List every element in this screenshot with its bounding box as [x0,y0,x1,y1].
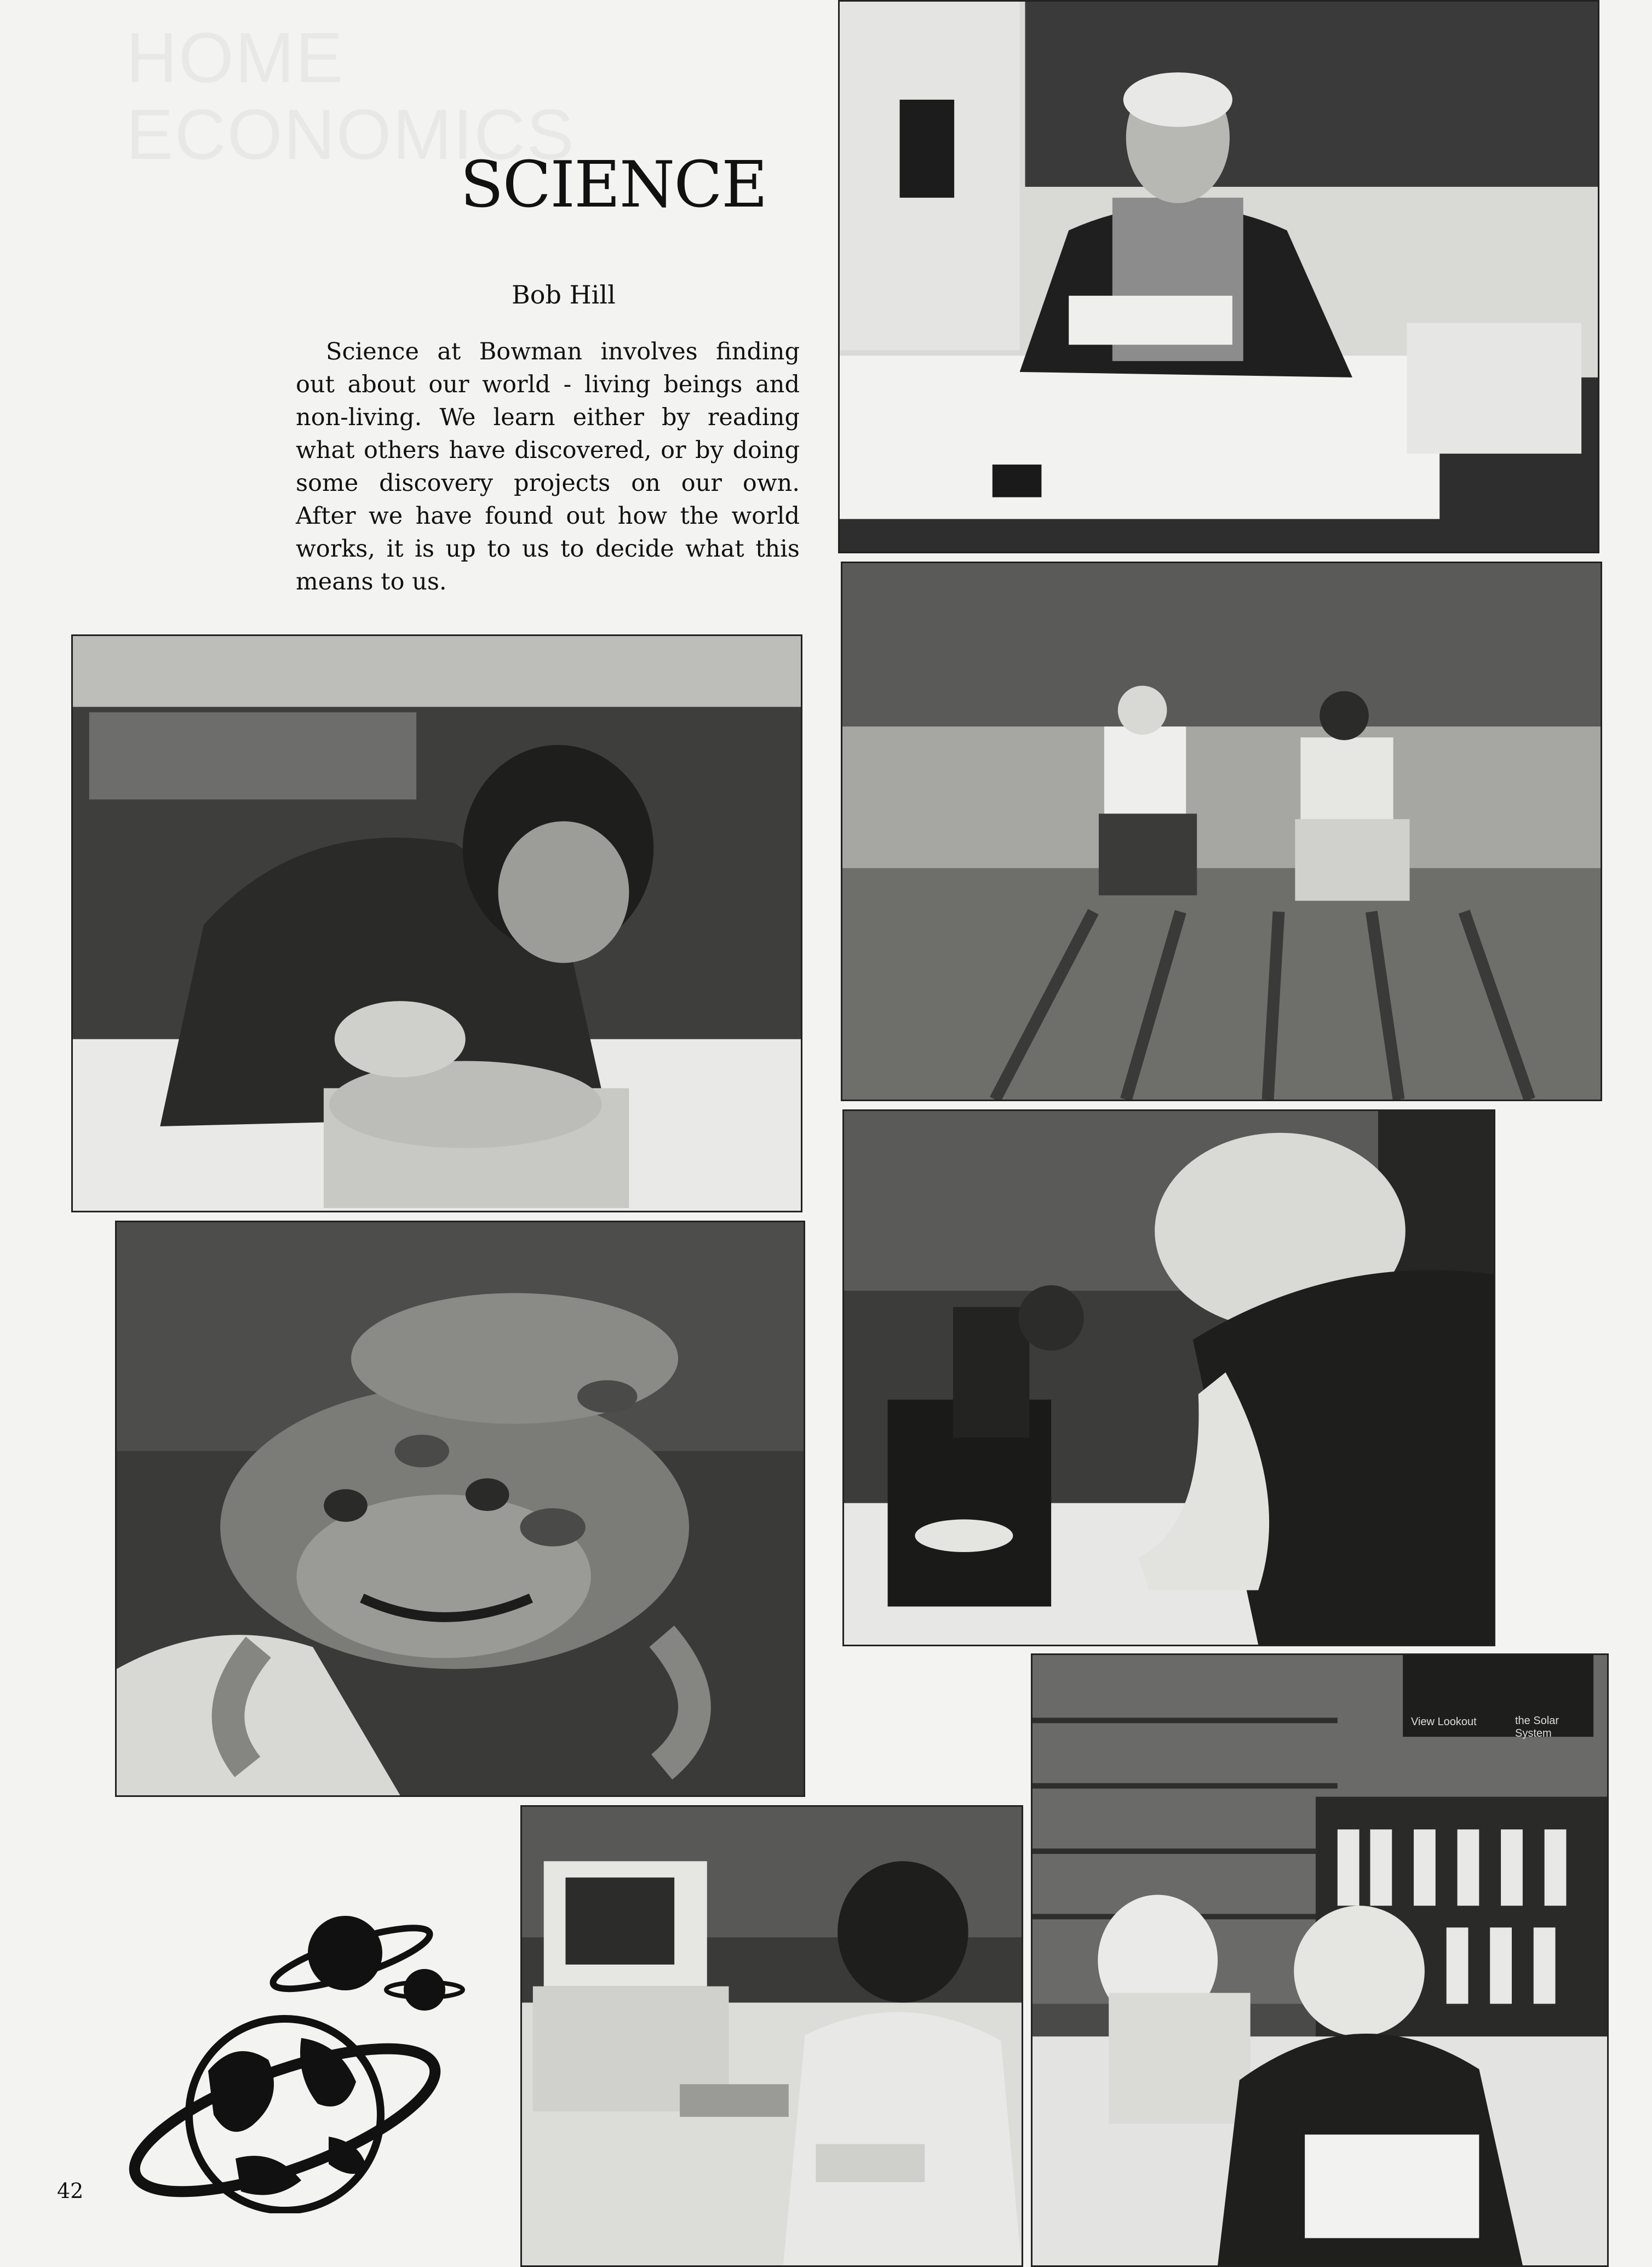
teacher-at-desk-image [840,2,1598,552]
dissection-image [73,636,801,1211]
computer-student-image [522,1807,1022,2265]
author-byline: Bob Hill [512,280,616,310]
library-students-image [1032,1655,1607,2265]
microscope-photo [842,1109,1495,1646]
computer-student-photo [520,1805,1023,2267]
solar-system-poster [1406,1656,1597,1738]
microscope-image [844,1111,1494,1645]
dissection-photo [71,634,802,1212]
poster-label-solar-system: the Solar System [1515,1715,1559,1739]
poster-label-view-lookout: View Lookout [1411,1716,1477,1728]
library-students-photo [1031,1653,1609,2267]
garden-students-image [842,563,1601,1100]
intro-paragraph: Science at Bowman involves finding out about our world - living beings and non-living. We learn either by reading what others have discovered, or by doing some discovery projects on our own. After we have found out how the world works, it is up to us to decide what this means to us. [296,338,800,596]
planet-ring-icon [121,1907,482,2213]
garden-students-photo [841,562,1602,1101]
show-through-line-1 [126,18,344,98]
teacher-at-desk-photo [838,0,1599,553]
frog-photo [115,1221,805,1797]
space-planet-logo [121,1907,482,2213]
page-number: 42 [57,2179,84,2203]
section-title: SCIENCE [460,148,767,222]
frog-image [117,1222,804,1795]
